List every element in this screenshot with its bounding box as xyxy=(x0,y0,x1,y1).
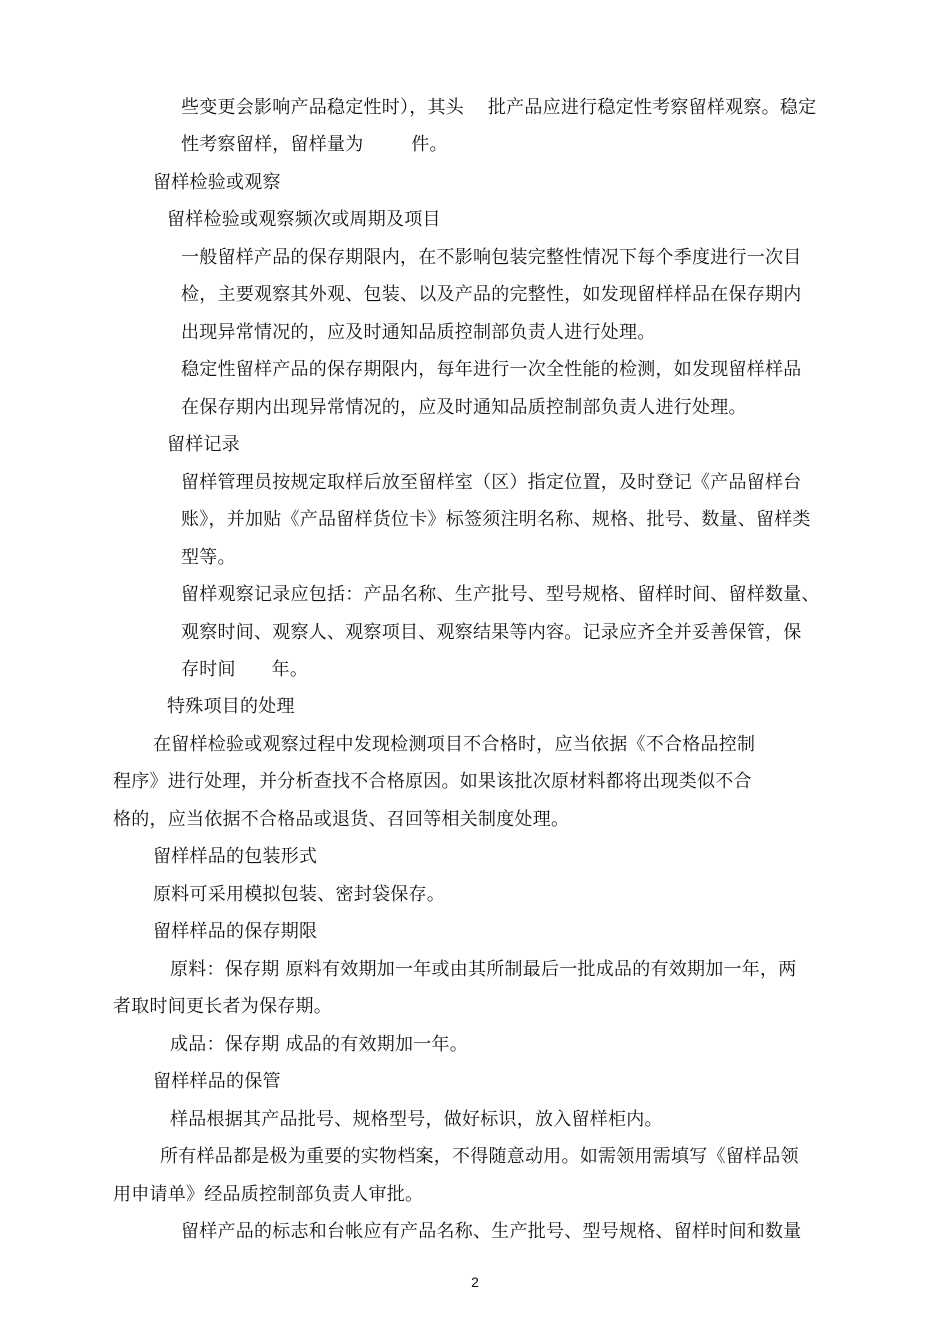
subsection-heading: 特殊项目的处理 xyxy=(167,696,295,717)
text-line: 出现异常情况的，应及时通知品质控制部负责人进行处理。 xyxy=(181,322,656,343)
section-heading: 留样样品的保管 xyxy=(153,1071,281,1092)
text-line: 在留样检验或观察过程中发现检测项目不合格时，应当依据《不合格品控制 xyxy=(153,734,756,755)
section-heading: 留样样品的包装形式 xyxy=(153,846,318,867)
text-line: 者取时间更长者为保存期。 xyxy=(113,996,332,1017)
page-number: 2 xyxy=(471,1274,479,1290)
section-heading: 留样样品的保存期限 xyxy=(153,921,318,942)
text-line: 性考察留样，留样量为 件。 xyxy=(181,134,448,155)
text-line: 所有样品都是极为重要的实物档案，不得随意动用。如需领用需填写《留样品领 xyxy=(160,1146,799,1167)
text-line: 检，主要观察其外观、包装、以及产品的完整性，如发现留样样品在保存期内 xyxy=(181,284,802,305)
text-line: 留样观察记录应包括：产品名称、生产批号、型号规格、留样时间、留样数量、 xyxy=(181,584,820,605)
text-line: 成品：保存期 成品的有效期加一年。 xyxy=(170,1034,468,1055)
subsection-heading: 留样记录 xyxy=(167,434,240,455)
text-line: 程序》进行处理，并分析查找不合格原因。如果该批次原材料都将出现类似不合 xyxy=(113,771,752,792)
text-line: 留样管理员按规定取样后放至留样室（区）指定位置，及时登记《产品留样台 xyxy=(181,472,802,493)
section-heading: 留样检验或观察 xyxy=(153,172,281,193)
text-line: 留样产品的标志和台帐应有产品名称、生产批号、型号规格、留样时间和数量 xyxy=(181,1221,802,1242)
text-line: 账》，并加贴《产品留样货位卡》标签须注明名称、规格、批号、数量、留样类 xyxy=(181,509,811,530)
subsection-heading: 留样检验或观察频次或周期及项目 xyxy=(167,209,441,230)
text-line: 存时间 年。 xyxy=(181,659,309,680)
text-line: 用申请单》经品质控制部负责人审批。 xyxy=(113,1184,424,1205)
text-line: 型等。 xyxy=(181,547,236,568)
text-line: 稳定性留样产品的保存期限内，每年进行一次全性能的检测，如发现留样样品 xyxy=(181,359,802,380)
text-line: 原料可采用模拟包装、密封袋保存。 xyxy=(153,884,445,905)
text-line: 一般留样产品的保存期限内，在不影响包装完整性情况下每个季度进行一次目 xyxy=(181,247,802,268)
text-line: 些变更会影响产品稳定性时），其头 批产品应进行稳定性考察留样观察。稳定 xyxy=(181,97,817,118)
text-line: 在保存期内出现异常情况的，应及时通知品质控制部负责人进行处理。 xyxy=(181,397,747,418)
text-line: 样品根据其产品批号、规格型号，做好标识，放入留样柜内。 xyxy=(170,1109,663,1130)
text-line: 格的，应当依据不合格品或退货、召回等相关制度处理。 xyxy=(113,809,570,830)
text-line: 原料：保存期 原料有效期加一年或由其所制最后一批成品的有效期加一年，两 xyxy=(170,959,797,980)
text-line: 观察时间、观察人、观察项目、观察结果等内容。记录应齐全并妥善保管，保 xyxy=(181,622,802,643)
